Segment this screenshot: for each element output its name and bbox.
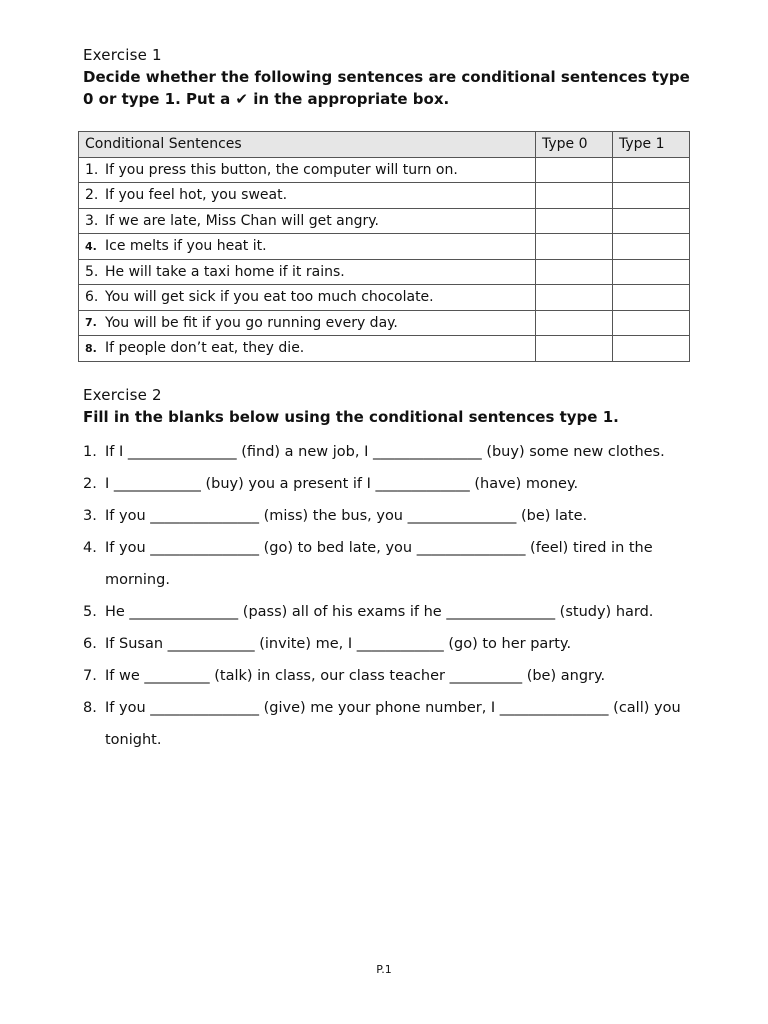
item-sentence: I ____________ (buy) you a present if I _____________ (have) money. <box>105 476 579 492</box>
item-number: 8. <box>83 700 97 716</box>
row-sentence: If you press this button, the computer will turn on. <box>103 157 536 183</box>
table-row <box>79 310 690 336</box>
table-row <box>79 208 690 234</box>
row-number: 8. <box>79 336 104 362</box>
list-item <box>83 468 703 500</box>
item-number: 1. <box>83 444 97 460</box>
type0-checkbox-cell[interactable] <box>536 234 613 260</box>
row-number: 4. <box>79 234 104 260</box>
type1-checkbox-cell[interactable] <box>613 336 690 362</box>
item-sentence: If you _______________ (go) to bed late, you _______________ (feel) tired in the morning. <box>105 540 653 588</box>
item-sentence: If you _______________ (give) me your phone number, I _______________ (call) you tonight. <box>105 700 681 748</box>
item-sentence: If you _______________ (miss) the bus, you _______________ (be) late. <box>105 508 588 524</box>
item-number: 5. <box>83 604 97 620</box>
row-sentence: You will be fit if you go running every day. <box>103 310 536 336</box>
fill-in-list <box>83 436 703 756</box>
item-sentence: He _______________ (pass) all of his exams if he _______________ (study) hard. <box>105 604 654 620</box>
list-item <box>83 596 703 628</box>
type1-checkbox-cell[interactable] <box>613 234 690 260</box>
type1-checkbox-cell[interactable] <box>613 208 690 234</box>
row-sentence: If you feel hot, you sweat. <box>103 183 536 209</box>
header-type1: Type 1 <box>613 132 690 158</box>
list-item <box>83 436 703 468</box>
type0-checkbox-cell[interactable] <box>536 336 613 362</box>
list-item <box>83 692 703 756</box>
item-sentence: If we _________ (talk) in class, our class teacher __________ (be) angry. <box>105 668 606 684</box>
row-number: 5. <box>79 259 104 285</box>
table-row <box>79 285 690 311</box>
row-sentence: If people don’t eat, they die. <box>103 336 536 362</box>
list-item <box>83 500 703 532</box>
row-sentence: Ice melts if you heat it. <box>103 234 536 260</box>
type1-checkbox-cell[interactable] <box>613 259 690 285</box>
item-number: 6. <box>83 636 97 652</box>
table-row <box>79 157 690 183</box>
row-number: 6. <box>79 285 104 311</box>
type1-checkbox-cell[interactable] <box>613 157 690 183</box>
row-number: 7. <box>79 310 104 336</box>
type0-checkbox-cell[interactable] <box>536 310 613 336</box>
row-number: 2. <box>79 183 104 209</box>
item-number: 4. <box>83 540 97 556</box>
row-number: 1. <box>79 157 104 183</box>
list-item <box>83 628 703 660</box>
item-number: 7. <box>83 668 97 684</box>
table-row <box>79 234 690 260</box>
type1-checkbox-cell[interactable] <box>613 183 690 209</box>
type1-checkbox-cell[interactable] <box>613 310 690 336</box>
header-type0: Type 0 <box>536 132 613 158</box>
exercise2-instruction: Fill in the blanks below using the conditional sentences type 1. <box>83 408 619 426</box>
item-sentence: If I _______________ (find) a new job, I _______________ (buy) some new clothes. <box>105 444 665 460</box>
row-sentence: You will get sick if you eat too much chocolate. <box>103 285 536 311</box>
type0-checkbox-cell[interactable] <box>536 157 613 183</box>
table-row <box>79 183 690 209</box>
row-sentence: If we are late, Miss Chan will get angry. <box>103 208 536 234</box>
table-row <box>79 259 690 285</box>
type1-checkbox-cell[interactable] <box>613 285 690 311</box>
item-number: 2. <box>83 476 97 492</box>
row-sentence: He will take a taxi home if it rains. <box>103 259 536 285</box>
item-sentence: If Susan ____________ (invite) me, I ____________ (go) to her party. <box>105 636 572 652</box>
header-sentences: Conditional Sentences <box>79 132 536 158</box>
exercise1-instruction: Decide whether the following sentences are conditional sentences type 0 or type 1. Put a ✔ in the appropriate box. <box>83 68 690 108</box>
type0-checkbox-cell[interactable] <box>536 285 613 311</box>
list-item <box>83 532 703 596</box>
table-row <box>79 336 690 362</box>
table-header-row <box>79 132 690 158</box>
type0-checkbox-cell[interactable] <box>536 183 613 209</box>
type0-checkbox-cell[interactable] <box>536 208 613 234</box>
page-number: P.1 <box>376 963 392 976</box>
type0-checkbox-cell[interactable] <box>536 259 613 285</box>
list-item <box>83 660 703 692</box>
exercise2-title: Exercise 2 <box>83 386 162 404</box>
conditional-table <box>78 131 690 362</box>
exercise1-title: Exercise 1 <box>83 46 162 64</box>
item-number: 3. <box>83 508 97 524</box>
row-number: 3. <box>79 208 104 234</box>
